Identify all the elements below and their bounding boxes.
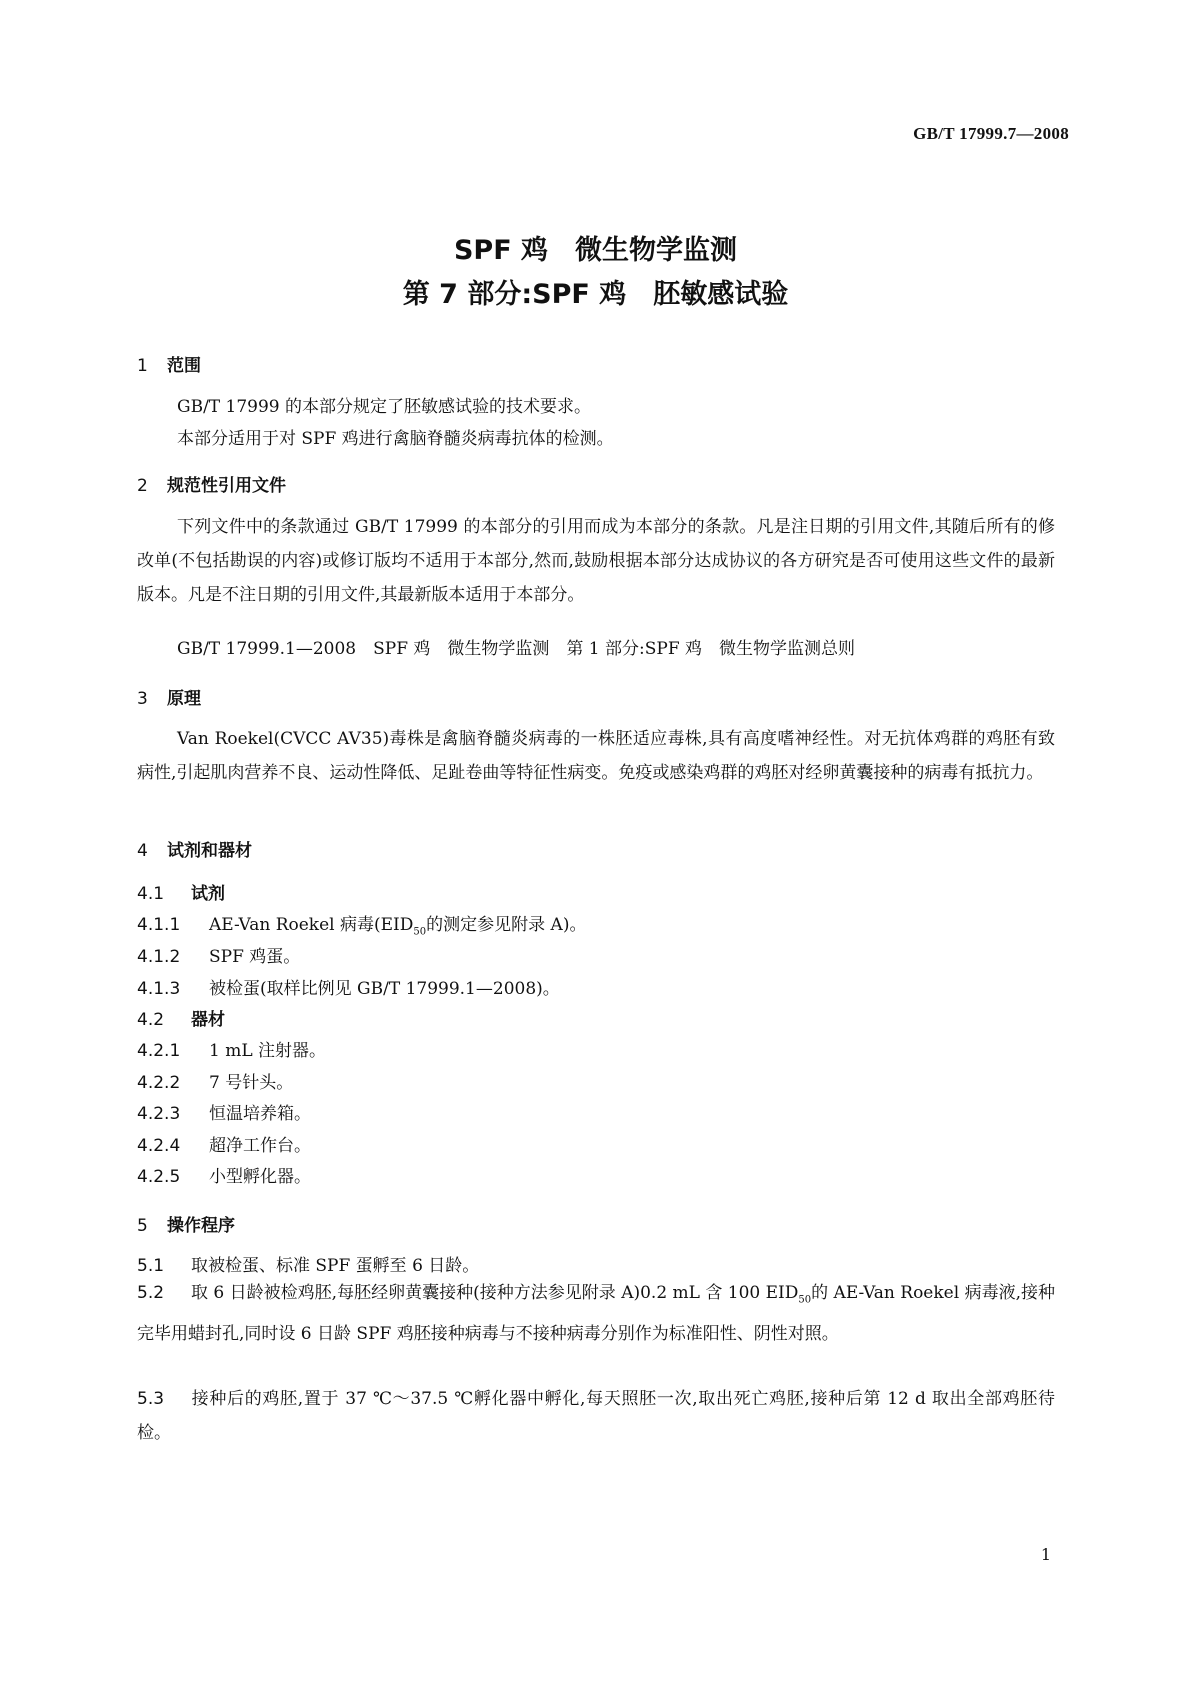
item-text-subscript: 50 (413, 926, 427, 938)
section-3-heading (137, 684, 201, 709)
item-5-1 (137, 1251, 479, 1276)
item-number: 4.1.1 (137, 915, 181, 935)
section-5-heading (137, 1211, 235, 1236)
section-4-heading (137, 836, 252, 861)
item-4-2-3 (137, 1099, 311, 1124)
item-number: 4.2.1 (137, 1041, 181, 1061)
section-number: 1 (137, 356, 148, 376)
item-number: 5.3 (137, 1389, 165, 1409)
section-2-heading (137, 471, 286, 496)
item-number: 5.2 (137, 1283, 165, 1303)
item-4-2-1 (137, 1036, 326, 1061)
item-number: 4.2.2 (137, 1073, 181, 1093)
standard-code: GB/T 17999.7—2008 (913, 124, 1069, 143)
item-text: SPF 鸡蛋。 (209, 947, 301, 967)
page-number: 1 (1040, 1545, 1051, 1564)
item-number: 4.2.3 (137, 1104, 181, 1124)
item-4-2-5 (137, 1162, 311, 1187)
section-number: 3 (137, 689, 148, 709)
section-2-paragraph: 下列文件中的条款通过 GB/T 17999 的本部分的引用而成为本部分的条款。凡是注日期的引用文件,其随后所有的修改单(不包括勘误的内容)或修订版均不适用于本部分,然而,鼓励根据本部分达成协议的各方研究是否可使用这些文件的最新版本。凡是不注日期的引用文件,其最新版本适用于本部分。 (137, 517, 1055, 605)
section-2-reference: GB/T 17999.1—2008 SPF 鸡 微生物学监测 第 1 部分:SPF 鸡 微生物学监测总则 (177, 639, 856, 659)
section-number: 4.1 (137, 884, 165, 904)
item-5-3 (137, 1382, 1055, 1450)
item-4-1-2 (137, 942, 300, 967)
item-text: 超净工作台。 (209, 1136, 311, 1156)
section-title: 原理 (167, 689, 201, 709)
item-number: 4.2.5 (137, 1167, 181, 1187)
item-text-post: 的测定参见附录 A)。 (426, 915, 587, 935)
item-text: 取被检蛋、标准 SPF 蛋孵至 6 日龄。 (191, 1256, 480, 1276)
section-1-paragraph-1: GB/T 17999 的本部分规定了胚敏感试验的技术要求。 (177, 397, 592, 417)
section-title: 器材 (191, 1010, 225, 1030)
item-number: 4.2.4 (137, 1136, 181, 1156)
item-number: 4.1.3 (137, 979, 181, 999)
item-text: 接种后的鸡胚,置于 37 ℃～37.5 ℃孵化器中孵化,每天照胚一次,取出死亡鸡胚,接种后第 12 d 取出全部鸡胚待检。 (137, 1389, 1055, 1443)
item-text-post: 的 AE-Van Roekel 病毒液,接种完毕用蜡封孔,同时设 6 日龄 SPF 鸡胚接种病毒与不接种病毒分别作为标准阳性、阴性对照。 (137, 1283, 1056, 1345)
title-line-2: 第 7 部分:SPF 鸡 胚敏感试验 (402, 279, 789, 310)
section-4-2-heading (137, 1005, 225, 1030)
item-4-2-2 (137, 1068, 293, 1093)
section-title: 范围 (167, 356, 201, 376)
item-text-subscript: 50 (798, 1294, 812, 1306)
item-text: 7 号针头。 (209, 1073, 294, 1093)
item-text: 1 mL 注射器。 (209, 1041, 327, 1061)
title-line-1: SPF 鸡 微生物学监测 (453, 235, 738, 266)
section-3-paragraph: Van Roekel(CVCC AV35)毒株是禽脑脊髓炎病毒的一株胚适应毒株,具有高度嗜神经性。对无抗体鸡群的鸡胚有致病性,引起肌肉营养不良、运动性降低、足趾卷曲等特征性病变。免疫或感染鸡群的鸡胚对经卵黄囊接种的病毒有抵抗力。 (137, 729, 1055, 783)
section-1-heading (137, 351, 201, 376)
section-title: 操作程序 (167, 1216, 235, 1236)
section-number: 4.2 (137, 1010, 165, 1030)
item-4-1-1 (137, 910, 586, 937)
section-title: 规范性引用文件 (167, 476, 286, 496)
section-4-1-heading (137, 879, 225, 904)
section-1-paragraph-2: 本部分适用于对 SPF 鸡进行禽脑脊髓炎病毒抗体的检测。 (177, 429, 614, 449)
section-title: 试剂 (191, 884, 225, 904)
section-number: 2 (137, 476, 148, 496)
section-number: 4 (137, 841, 148, 861)
section-title: 试剂和器材 (167, 841, 252, 861)
item-4-2-4 (137, 1131, 311, 1156)
item-text-pre: 取 6 日龄被检鸡胚,每胚经卵黄囊接种(接种方法参见附录 A)0.2 mL 含 100 EID (191, 1283, 799, 1303)
item-text: 小型孵化器。 (209, 1167, 311, 1187)
section-number: 5 (137, 1216, 148, 1236)
item-number: 4.1.2 (137, 947, 181, 967)
item-4-1-3 (137, 974, 560, 999)
item-number: 5.1 (137, 1256, 165, 1276)
item-text: 被检蛋(取样比例见 GB/T 17999.1—2008)。 (209, 979, 560, 999)
item-5-2 (137, 1276, 1055, 1351)
item-text-pre: AE-Van Roekel 病毒(EID (209, 915, 414, 935)
item-text: 恒温培养箱。 (209, 1104, 311, 1124)
